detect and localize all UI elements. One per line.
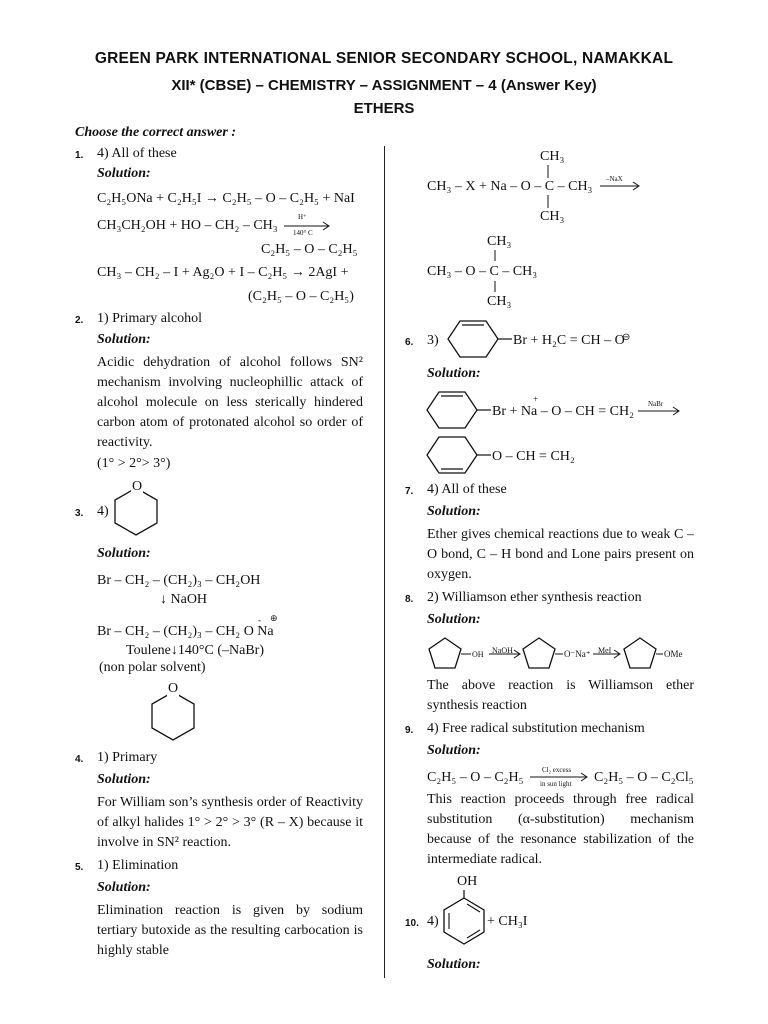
q10-solution-label: Solution: <box>427 957 481 972</box>
q9-reactant: C₂H₅ – O – C₂H₅ <box>427 770 524 785</box>
q5-product-bottom-ch3: CH₃ <box>487 294 512 309</box>
q5-product-bond-bottom <box>494 281 496 293</box>
q5-explanation: Elimination reaction is given by sodium tertiary butoxide as the resulting carbocation is highly stable <box>97 903 363 958</box>
q8-reagent1: NaOH <box>492 646 513 655</box>
q1-eq3: CH₃ – CH₂ – I + Ag₂O + I – C₂H₅ → 2AgI + <box>97 265 349 280</box>
q6-number: 6. <box>405 337 414 348</box>
q9-number: 9. <box>405 725 414 736</box>
q3-line2: ↓ NaOH <box>160 592 208 607</box>
q3-number: 3. <box>75 508 84 519</box>
q2-explanation: Acidic dehydration of alcohol follows SN² mechanism involving nucleophillic attack of alcohol molecule on less sterically hindered carbon atom of protonated alcohol so order of reactivity. <box>97 355 363 450</box>
q9-product: C₂H₅ – O – C₂Cl₅ <box>594 770 694 785</box>
q8-ome: OMe <box>664 649 683 659</box>
q4-solution-label: Solution: <box>97 772 151 787</box>
q5-arrow-label: –NaX <box>606 175 623 183</box>
q1-solution-label: Solution: <box>97 166 151 181</box>
q5-reactant-top-ch3: CH₃ <box>540 149 565 164</box>
q8-reagent2: MeI <box>598 646 612 655</box>
instruction: Choose the correct answer : <box>75 125 236 140</box>
q9-cond-top: Cl₂ excess <box>542 766 572 774</box>
q7-explanation: Ether gives chemical reactions due to weak C – O bond, C – H bond and Lone pairs present on oxygen. <box>427 527 694 582</box>
topic-title: ETHERS <box>353 100 415 117</box>
school-name: GREEN PARK INTERNATIONAL SENIOR SECONDARY SCHOOL, NAMAKKAL <box>94 50 674 67</box>
q6-sol-cyclohexene-icon <box>427 387 497 433</box>
cyclopentane-icon <box>523 638 555 668</box>
q2-number: 2. <box>75 315 84 326</box>
q7-solution-label: Solution: <box>427 504 481 519</box>
q5-product-line: CH₃ – O – C – CH₃ <box>427 264 538 279</box>
q1-eq2-product: C₂H₅ – O – C₂H₅ <box>261 242 358 257</box>
q2-answer: 1) Primary alcohol <box>97 311 202 326</box>
q3-plus-charge: ⊕ <box>270 613 278 623</box>
q2-solution-label: Solution: <box>97 332 151 347</box>
q1-number: 1. <box>75 150 84 161</box>
q1-eq1: C₂H₅ONa + C₂H₅I → C₂H₅ – O – C₂H₅ + NaI <box>97 191 355 206</box>
q8-solution-label: Solution: <box>427 612 481 627</box>
q1-eq2: CH₃CH₂OH + HO – CH₂ – CH₃ <box>97 218 278 233</box>
q3-solution-label: Solution: <box>97 546 151 561</box>
q3-line1: Br – CH₂ – (CH₂)₃ – CH₂OH <box>97 573 261 588</box>
q3-answer: 4) <box>97 504 109 519</box>
q8-alkoxide: O⁻Na⁺ <box>564 649 591 659</box>
q10-number: 10. <box>405 918 419 929</box>
q4-answer: 1) Primary <box>97 750 158 765</box>
q6-product-cyclohexene-icon <box>427 432 497 478</box>
q5-reactant-bottom-ch3: CH₃ <box>540 209 565 224</box>
assignment-title: XII* (CBSE) – CHEMISTRY – ASSIGNMENT – 4 (Answer Key) <box>171 77 597 94</box>
q8-answer: 2) Williamson ether synthesis reaction <box>427 590 642 605</box>
q2-order: (1° > 2°> 3°) <box>97 456 171 471</box>
q3-minus-charge: - <box>258 615 261 625</box>
q10-oh: OH <box>457 874 478 889</box>
q3-ring-oxygen: O <box>132 479 143 494</box>
q5-product-top-ch3: CH₃ <box>487 234 512 249</box>
q9-explanation: This reaction proceeds through free radical substitution (α-substitution) mechanism because of the resonance stabilization of the intermediate radical. <box>427 792 694 867</box>
q7-answer: 4) All of these <box>427 482 507 497</box>
q1-eq2-cond-top: H⁺ <box>298 213 307 221</box>
q5-bond-bottom <box>547 195 549 209</box>
q5-answer: 1) Elimination <box>97 858 179 873</box>
q10-answer: 4) <box>427 914 439 929</box>
q5-bond-top <box>547 165 549 179</box>
q10-reagent: + CH₃I <box>487 914 528 929</box>
q3-line4: Toulene↓140°C (–NaBr) <box>126 643 264 658</box>
q1-eq3-product: (C₂H₅ – O – C₂H₅) <box>248 289 354 304</box>
q7-number: 7. <box>405 486 414 497</box>
q10-phenol-ring-icon <box>440 890 490 948</box>
q6-cyclohexene-icon <box>448 316 518 362</box>
q1-answer: 4) All of these <box>97 146 177 161</box>
q9-cond-bottom: in sun light <box>540 780 572 788</box>
q5-reactant-line: CH₃ – X + Na – O – C – CH₃ <box>427 179 593 194</box>
q5-product-bond-top <box>494 250 496 262</box>
q6-reagent-charge: ⊖ <box>622 332 631 343</box>
q3-line3: Br – CH₂ – (CH₂)₃ – CH₂ O Na <box>97 624 274 639</box>
q6-reagent: Br + H₂C = CH – O <box>513 333 625 348</box>
q3-line5: (non polar solvent) <box>99 660 206 675</box>
q8-explanation: The above reaction is Williamson ether synthesis reaction <box>427 678 694 713</box>
cyclopentane-icon <box>624 638 656 668</box>
q5-solution-label: Solution: <box>97 880 151 895</box>
q4-explanation: For William son’s synthesis order of Reactivity of alkyl halides 1° > 2° > 3° (R – X) because it involve in SN² reaction. <box>97 795 363 850</box>
q6-answer: 3) <box>427 333 439 348</box>
q4-number: 4. <box>75 754 84 765</box>
q9-answer: 4) Free radical substitution mechanism <box>427 721 645 736</box>
q8-number: 8. <box>405 594 414 605</box>
q8-oh: OH <box>472 650 484 659</box>
q3-product-ring-oxygen: O <box>168 681 179 696</box>
q6-product: O – CH = CH₂ <box>492 449 575 464</box>
q1-eq2-cond-bottom: 140° C <box>293 229 313 237</box>
cyclopentane-icon <box>429 638 461 668</box>
q5-number: 5. <box>75 862 84 873</box>
column-divider <box>384 146 385 978</box>
q6-arrow-label: NaBr <box>648 400 664 408</box>
q6-solution-label: Solution: <box>427 366 481 381</box>
q6-sol-line: Br + Na – O – CH = CH₂ <box>492 404 635 419</box>
q8-reaction-scheme <box>427 634 697 678</box>
q9-solution-label: Solution: <box>427 743 481 758</box>
q6-sol-plus: + <box>533 394 539 404</box>
